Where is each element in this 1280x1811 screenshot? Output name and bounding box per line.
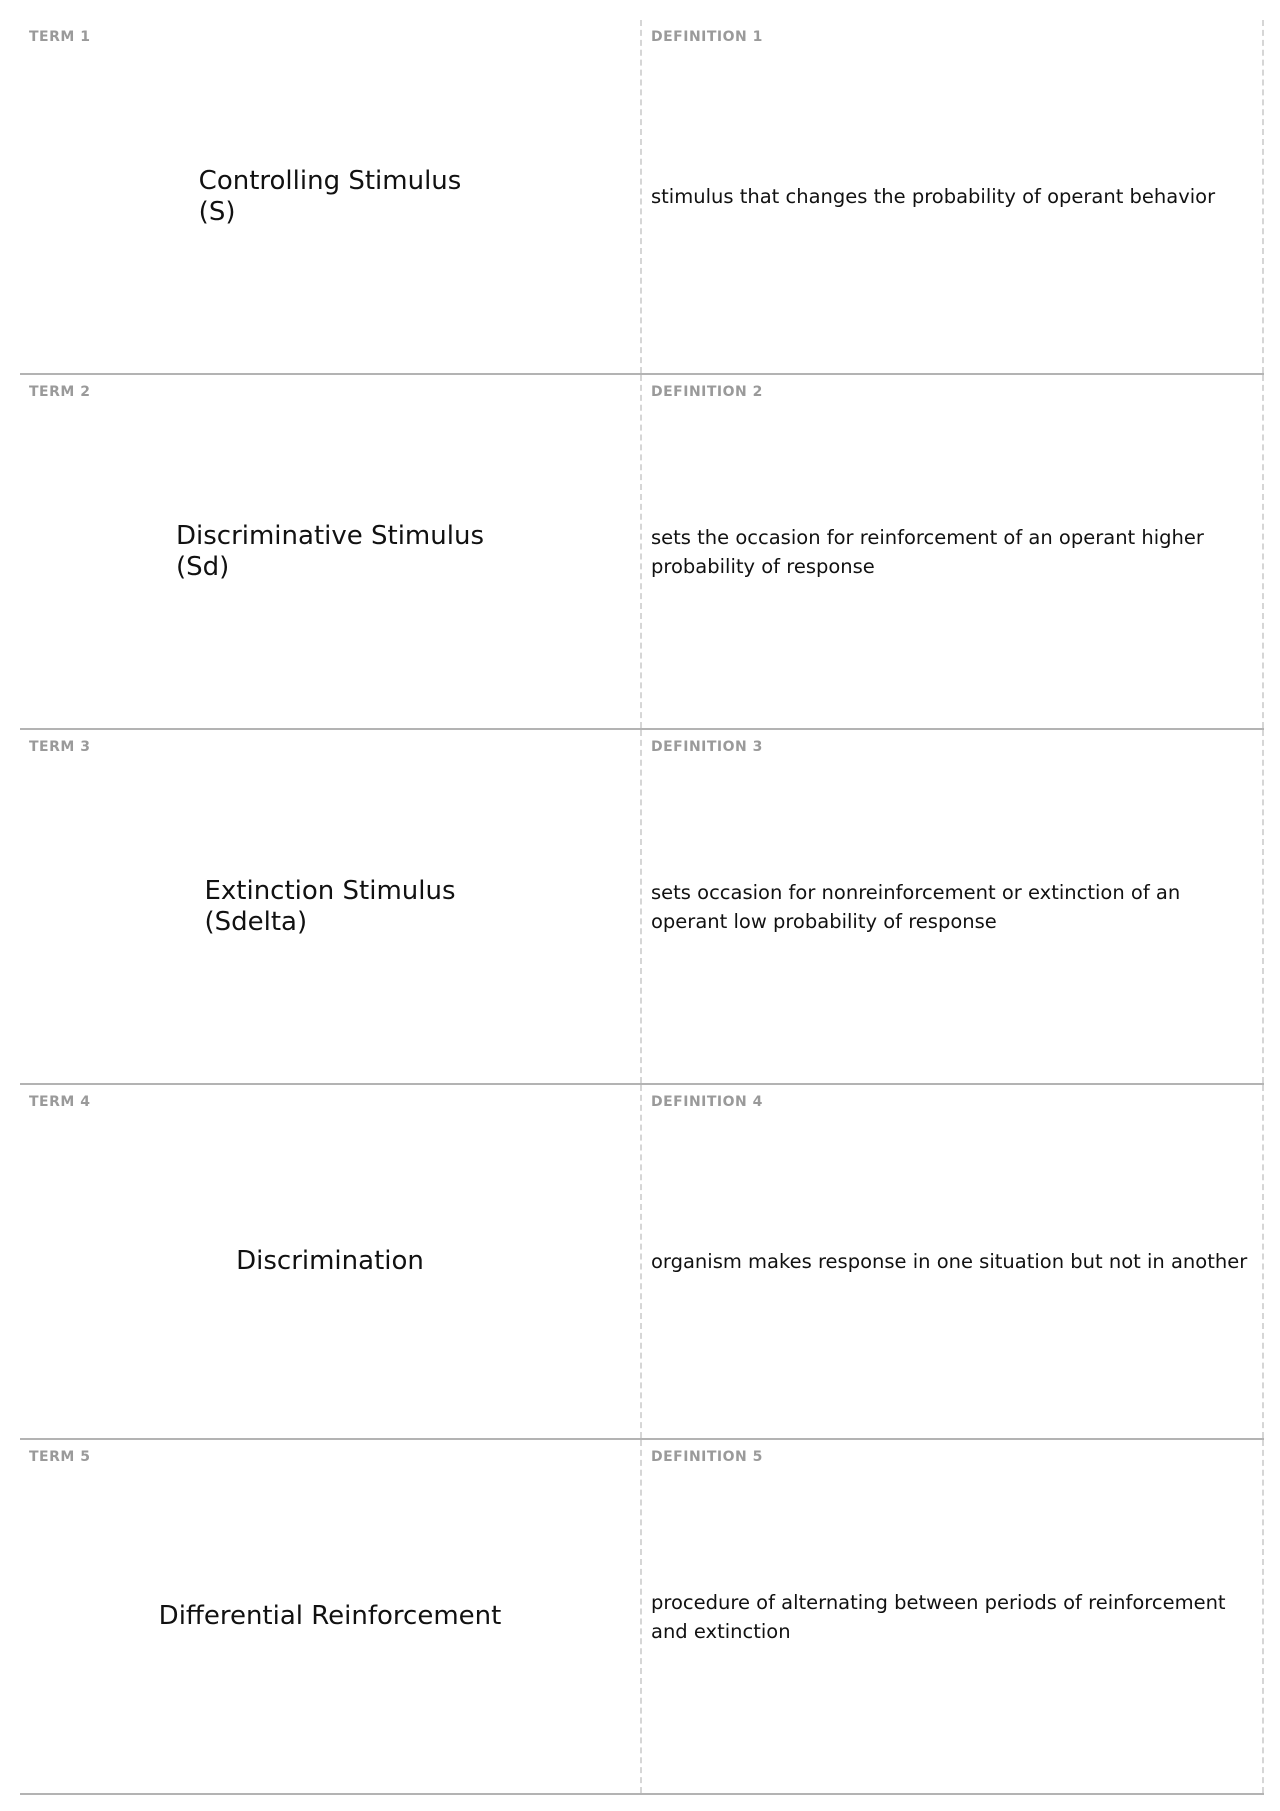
- term-text-container: [20, 1440, 640, 1793]
- term-cell: [20, 730, 640, 1083]
- flashcard-row-4: [20, 1085, 1264, 1440]
- term-text-container: [20, 20, 640, 373]
- flashcard-row-2: [20, 375, 1264, 730]
- definition-label: DEFINITION 3: [651, 739, 763, 755]
- definition-text: procedure of alternating between periods of reinforcement and extinction: [651, 1590, 1226, 1643]
- term-cell: [20, 1440, 640, 1793]
- definition-cell: [642, 20, 1262, 373]
- term-cell: [20, 375, 640, 728]
- cut-line-right: [1262, 375, 1264, 728]
- flashcard-row-5: [20, 1440, 1264, 1795]
- term-label: TERM 3: [29, 739, 91, 755]
- term-label: TERM 2: [29, 384, 91, 400]
- definition-label: DEFINITION 4: [651, 1094, 763, 1110]
- term-text: Controlling Stimulus (S): [198, 165, 462, 227]
- cut-line-right: [1262, 20, 1264, 373]
- definition-label: DEFINITION 5: [651, 1449, 763, 1465]
- definition-text: sets the occasion for reinforcement of an operant higher probability of response: [651, 525, 1204, 578]
- term-label: TERM 1: [29, 29, 91, 45]
- flashcard-row-1: [20, 20, 1264, 375]
- definition-text: organism makes response in one situation but not in another: [651, 1250, 1248, 1273]
- term-text-container: [20, 375, 640, 728]
- term-text: Discrimination: [236, 1246, 424, 1276]
- cut-line-right: [1262, 730, 1264, 1083]
- definition-text: stimulus that changes the probability of operant behavior: [651, 185, 1216, 208]
- definition-text: sets occasion for nonreinforcement or extinction of an operant low probability of response: [651, 880, 1181, 933]
- flashcard-sheet: [20, 20, 1264, 1795]
- term-text-container: [20, 1085, 640, 1438]
- term-label: TERM 4: [29, 1094, 91, 1110]
- term-text: Discriminative Stimulus (Sd): [175, 520, 484, 582]
- term-text: Differential Reinforcement: [158, 1601, 502, 1631]
- definition-cell: [642, 730, 1262, 1083]
- term-cell: [20, 1085, 640, 1438]
- flashcard-row-3: [20, 730, 1264, 1085]
- definition-cell: [642, 375, 1262, 728]
- term-cell: [20, 20, 640, 373]
- cut-line-right: [1262, 1085, 1264, 1438]
- cut-line-right: [1262, 1440, 1264, 1793]
- definition-label: DEFINITION 1: [651, 29, 763, 45]
- definition-cell: [642, 1440, 1262, 1793]
- term-text: Extinction Stimulus (Sdelta): [204, 875, 456, 937]
- term-text-container: [20, 730, 640, 1083]
- definition-label: DEFINITION 2: [651, 384, 763, 400]
- term-label: TERM 5: [29, 1449, 91, 1465]
- definition-cell: [642, 1085, 1262, 1438]
